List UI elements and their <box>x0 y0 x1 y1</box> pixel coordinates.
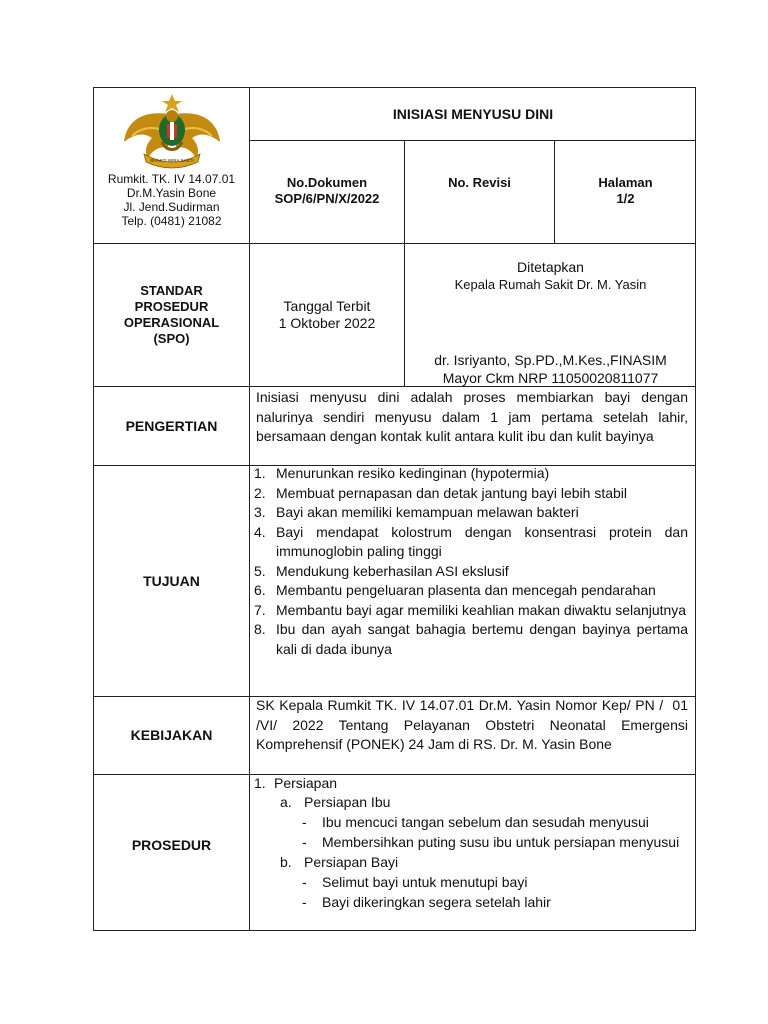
signatory-rank: Mayor Ckm NRP 11050020811077 <box>442 370 659 386</box>
list-item: - Membersihkan puting susu ibu untuk persiapan menyusui <box>302 834 680 850</box>
page-value: 1/2 <box>616 191 635 206</box>
spo-label <box>94 244 249 386</box>
kebijakan-text: SK Kepala Rumkit TK. IV 14.07.01 Dr.M. Yasin Nomor Kep/ PN / 01 /VI/ 2022 Tentang Pelayanan Obstetri Neonatal Emergensi Komprehensif (PONEK) 24 Jam di RS. Dr. M. Yasin Bone <box>256 697 696 752</box>
list-item: - Selimut bayi untuk menutupi bayi <box>302 874 528 890</box>
sop-document <box>93 87 696 931</box>
tujuan-list <box>254 464 688 659</box>
document-title: INISIASI MENYUSU DINI <box>392 105 554 122</box>
org-line: Jl. Jend.Sudirman <box>123 200 220 214</box>
org-line: Dr.M.Yasin Bone <box>126 186 217 200</box>
org-line: Telp. (0481) 21082 <box>121 214 222 228</box>
list-item: 6. Membantu pengeluaran plasenta dan mencegah pendarahan <box>254 582 656 598</box>
list-item: 4. Bayi mendapat kolostrum dengan konsentrasi protein dan immunoglobin paling tinggi <box>254 523 688 559</box>
pengertian-label: PENGERTIAN <box>125 417 218 434</box>
issue-date-cell <box>250 244 404 386</box>
list-item: 3. Bayi akan memiliki kemampuan melawan bakteri <box>254 504 579 520</box>
prosedur-list <box>254 775 688 912</box>
hospital-emblem-icon <box>122 92 222 170</box>
revision-label: No. Revisi <box>448 175 511 190</box>
spo-label-line: (SPO) <box>153 331 190 346</box>
list-item: 1. Persiapan <box>254 775 338 791</box>
list-item: - Ibu mencuci tangan sebelum dan sesudah menyusui <box>302 814 649 830</box>
list-item: 5. Mendukung keberhasilan ASI ekslusif <box>254 562 509 579</box>
page-cell <box>555 141 696 243</box>
issue-date-label: Tanggal Terbit <box>283 298 371 314</box>
list-item: 1. Menurunkan resiko kedinginan (hypotermia) <box>254 465 550 481</box>
list-item: a. Persiapan Ibu <box>280 794 391 810</box>
spo-label-line: OPERASIONAL <box>123 315 220 330</box>
kebijakan-label: KEBIJAKAN <box>130 727 213 743</box>
organization-address <box>94 172 249 228</box>
revision-cell <box>405 141 554 243</box>
doc-number-label: No.Dokumen <box>286 175 368 190</box>
doc-number-cell <box>250 141 404 243</box>
logo-motto: BHAKTI WIRA SAKTI <box>150 158 194 163</box>
org-line: Rumkit. TK. IV 14.07.01 <box>107 172 236 186</box>
tujuan-label: TUJUAN <box>143 572 200 589</box>
list-item: 8. Ibu dan ayah sangat bahagia bertemu dengan bayinya pertama kali di dada ibunya <box>254 621 688 657</box>
spo-label-line: PROSEDUR <box>134 299 209 314</box>
doc-number-value: SOP/6/PN/X/2022 <box>274 191 380 206</box>
header-logo-cell <box>94 88 249 243</box>
list-item: - Bayi dikeringkan segera setelah lahir <box>302 894 551 910</box>
pengertian-text: Inisiasi menyusu dini adalah proses membiarkan bayi dengan nalurinya sendiri menyusu dalam 1 jam pertama setelah lahir, bersamaan dengan kontak kulit antara kulit ibu dan kulit bayinya <box>256 389 688 444</box>
spo-label-line: STANDAR <box>140 283 203 298</box>
signatory-name: dr. Isriyanto, Sp.PD.,M.Kes.,FINASIM <box>434 352 667 368</box>
prosedur-label: PROSEDUR <box>131 836 212 853</box>
approval-cell <box>405 244 696 386</box>
page-label: Halaman <box>598 175 653 190</box>
list-item: 7. Membantu bayi agar memiliki keahlian makan diwaktu selanjutnya <box>254 601 687 618</box>
list-item: b. Persiapan Bayi <box>280 854 399 870</box>
approved-by: Kepala Rumah Sakit Dr. M. Yasin <box>454 277 647 292</box>
list-item: 2. Membuat pernapasan dan detak jantung bayi lebih stabil <box>254 484 628 501</box>
issue-date-value: 1 Oktober 2022 <box>278 315 376 331</box>
approved-label: Ditetapkan <box>517 259 584 275</box>
